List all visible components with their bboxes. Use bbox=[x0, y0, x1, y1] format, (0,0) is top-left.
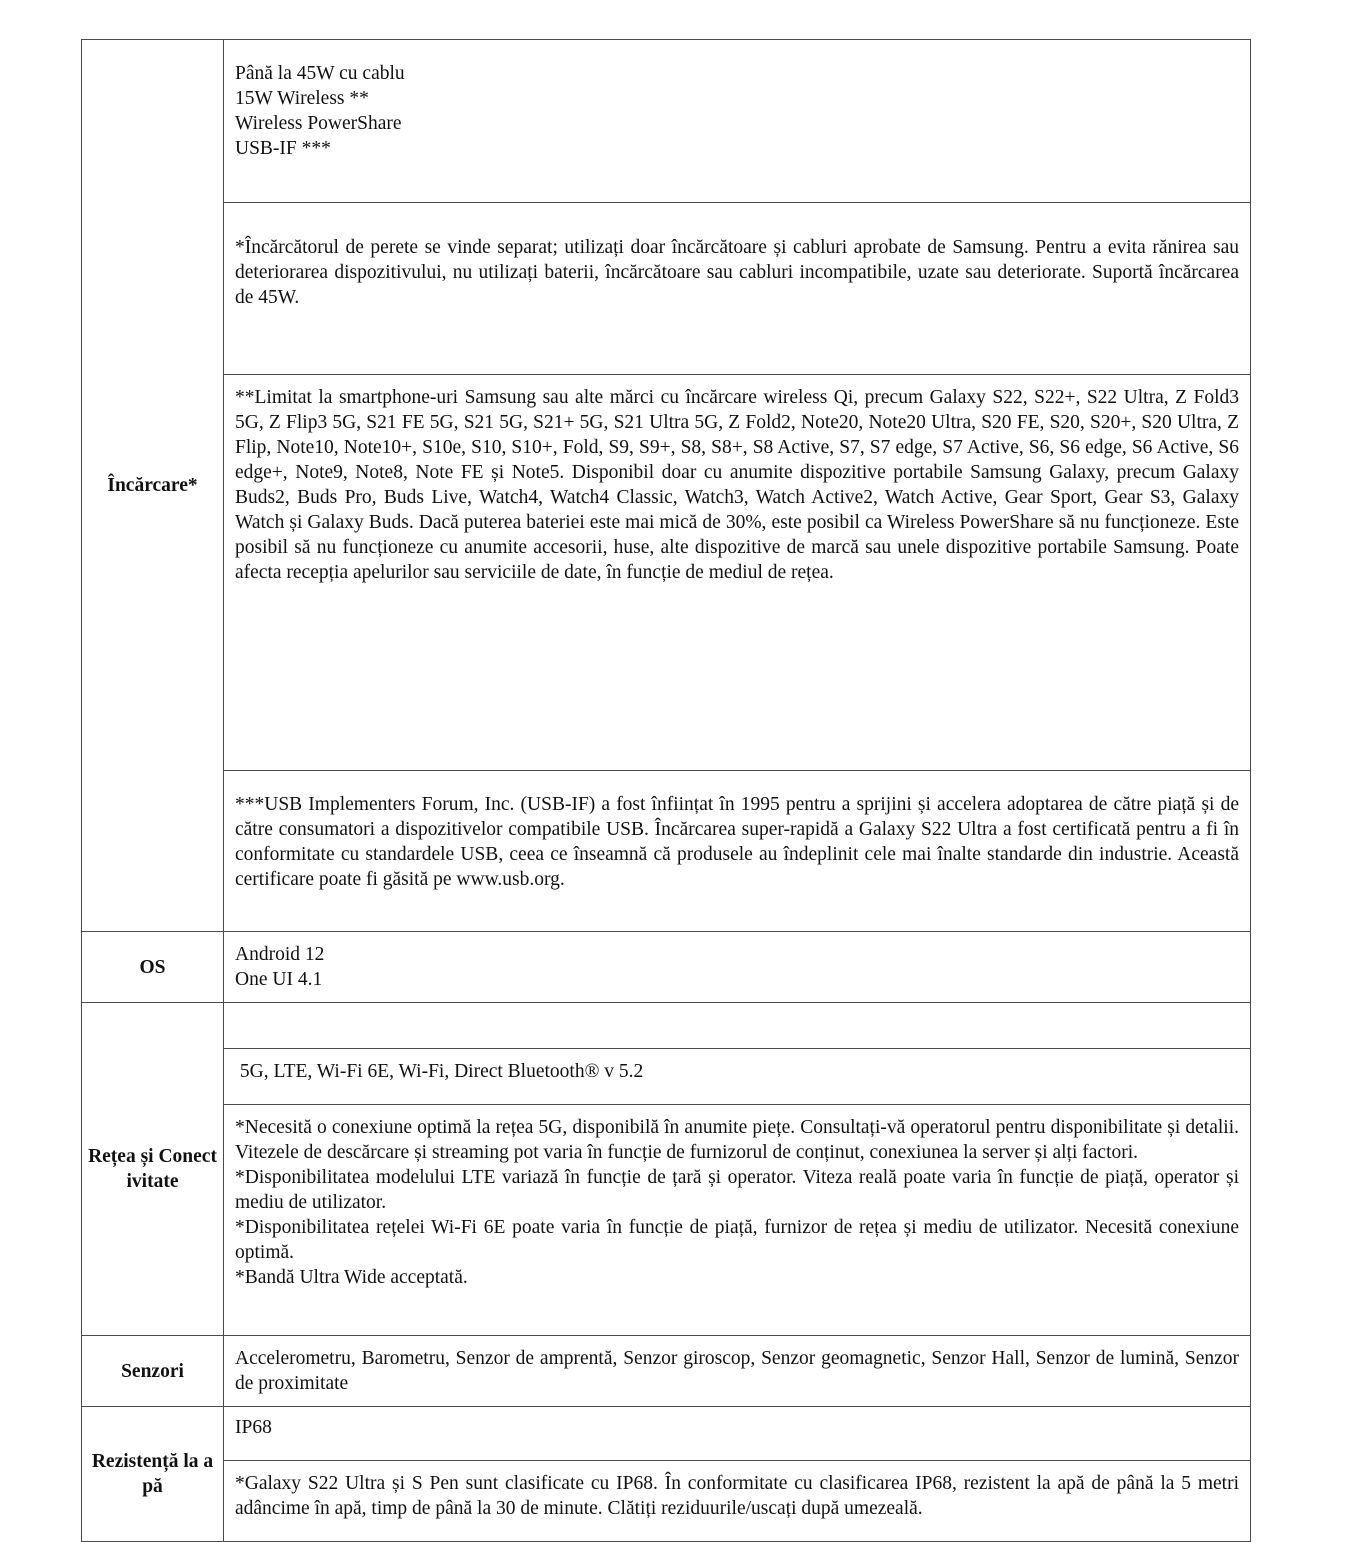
water-row-note bbox=[82, 1461, 1251, 1542]
charging-note-charger: *Încărcătorul de perete se vinde separat; utilizați doar încărcătoare și cabluri aprobate de Samsung. Pentru a evita rănirea sau deteriorarea dispozitivului, nu utilizați baterii, încărcătoare sau cabluri incompatibile, uzate sau deteriorate. Suportă încărcarea de 45W. bbox=[224, 203, 1251, 375]
sensors-label: Senzori bbox=[82, 1336, 224, 1407]
network-note-5g: *Necesită o conexiune optimă la rețea 5G, disponibilă în anumite piețe. Consultați-vă operatorul pentru disponibilitate și detalii. Vitezele de descărcare și streaming pot varia în funcție de furnizorul de conținut, conexiunea la server și alți factori. bbox=[235, 1117, 1239, 1163]
charging-note-wireless: **Limitat la smartphone-uri Samsung sau alte mărci cu încărcare wireless Qi, precum Galaxy S22, S22+, S22 Ultra, Z Fold3 5G, Z Flip3 5G, S21 FE 5G, S21 5G, S21+ 5G, S21 Ultra 5G, Z Fold2, Note20, Note20 Ultra, S20 FE, S20, S20+, S20 Ultra, Z Flip, Note10, Note10+, S10e, S10, S10+, Fold, S9, S9+, S8, S8+, S8 Active, S7, S7 edge, S7 Active, S6, S6 edge, S6 Active, S6 edge+, Note9, Note8, Note FE și Note5. Disponibil doar cu anumite dispozitive portabile Samsung Galaxy, precum Galaxy Buds2, Buds Pro, Buds Live, Watch4, Watch4 Classic, Watch3, Watch Active2, Watch Active, Gear Sport, Gear S3, Galaxy Watch și Galaxy Buds. Dacă puterea bateriei este mai mică de 30%, este posibil ca Wireless PowerShare să nu funcționeze. Este posibil să nu funcționeze cu anumite accesorii, huse, alte dispozitive de marcă sau unele dispozitive portabile Samsung. Poate afecta recepția apelurilor sau serviciile de date, în funcție de mediul de rețea. bbox=[224, 375, 1251, 771]
specifications-table bbox=[81, 39, 1251, 1542]
charging-spec-usbif: USB-IF *** bbox=[235, 138, 331, 159]
network-row-empty bbox=[82, 1003, 1251, 1049]
water-row-rating bbox=[82, 1407, 1251, 1461]
sensors-row bbox=[82, 1336, 1251, 1407]
os-oneui-version: One UI 4.1 bbox=[235, 969, 323, 990]
charging-row-note3 bbox=[82, 771, 1251, 932]
charging-note-usbif: ***USB Implementers Forum, Inc. (USB-IF) a fost înființat în 1995 pentru a sprijini și accelera adoptarea de către piață și de către consumatori a dispozitivelor compatibile USB. Încărcarea super-rapidă a Galaxy S22 Ultra a fost certificată pentru a fi în conformitate cu standardele USB, ceea ce înseamnă că produsele au îndeplinit cele mai înalte standarde din industrie. Această certificare poate fi găsită pe www.usb.org. bbox=[224, 771, 1251, 932]
network-note-uwb: *Bandă Ultra Wide acceptată. bbox=[235, 1267, 468, 1288]
charging-specs-cell bbox=[224, 40, 1251, 203]
network-note-lte: *Disponibilitatea modelului LTE variază în funcție de țară și operator. Viteza reală poate varia în funcție de piață, operator și mediu de utilizator. bbox=[235, 1167, 1239, 1213]
network-empty-cell bbox=[224, 1003, 1251, 1049]
network-row-notes bbox=[82, 1105, 1251, 1336]
network-notes-cell bbox=[224, 1105, 1251, 1336]
charging-label: Încărcare* bbox=[82, 40, 224, 932]
os-label: OS bbox=[82, 932, 224, 1003]
charging-row-note2 bbox=[82, 375, 1251, 771]
sensors-text: Accelerometru, Barometru, Senzor de amprentă, Senzor giroscop, Senzor geomagnetic, Senzor Hall, Senzor de lumină, Senzor de proximitate bbox=[224, 1336, 1251, 1407]
charging-spec-wired: Până la 45W cu cablu bbox=[235, 63, 405, 84]
water-note: *Galaxy S22 Ultra și S Pen sunt clasificate cu IP68. În conformitate cu clasificarea IP68, rezistent la apă de până la 5 metri adâncime în apă, timp de până la 30 de minute. Clătiți reziduurile/uscați după umezeală. bbox=[224, 1461, 1251, 1542]
water-label: Rezistență la apă bbox=[82, 1407, 224, 1542]
water-rating: IP68 bbox=[224, 1407, 1251, 1461]
network-specs: 5G, LTE, Wi-Fi 6E, Wi-Fi, Direct Bluetooth® v 5.2 bbox=[224, 1049, 1251, 1105]
os-android-version: Android 12 bbox=[235, 944, 325, 965]
charging-row-note1 bbox=[82, 203, 1251, 375]
network-note-wifi6e: *Disponibilitatea rețelei Wi-Fi 6E poate varia în funcție de piață, furnizor de rețea și mediu de utilizator. Necesită conexiune optimă. bbox=[235, 1217, 1239, 1263]
os-cell bbox=[224, 932, 1251, 1003]
os-row bbox=[82, 932, 1251, 1003]
network-row-specs bbox=[82, 1049, 1251, 1105]
charging-row-specs bbox=[82, 40, 1251, 203]
charging-spec-powershare: Wireless PowerShare bbox=[235, 113, 402, 134]
charging-spec-wireless: 15W Wireless ** bbox=[235, 88, 369, 109]
network-label: Rețea și Conectivitate bbox=[82, 1003, 224, 1336]
